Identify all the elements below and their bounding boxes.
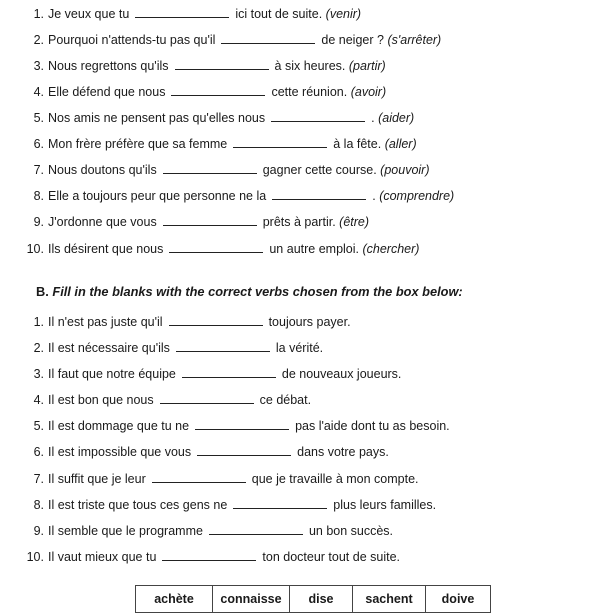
exercise-b-item xyxy=(0,549,400,565)
item-number: 6. xyxy=(33,137,44,151)
sentence-end: toujours payer. xyxy=(268,315,351,329)
exercise-a-item xyxy=(0,32,441,48)
item-number: 7. xyxy=(33,163,44,177)
item-number: 1. xyxy=(33,7,44,21)
sentence-end: dans votre pays. xyxy=(297,445,389,459)
section-label: B. xyxy=(36,284,49,299)
answer-blank[interactable] xyxy=(197,444,291,456)
answer-blank[interactable] xyxy=(171,84,265,96)
item-number: 7. xyxy=(33,472,44,486)
verb-hint: (venir) xyxy=(325,7,362,21)
verb-hint: (aider) xyxy=(378,111,415,125)
item-number: 3. xyxy=(33,59,44,73)
verb-hint: (être) xyxy=(339,215,370,229)
sentence-start: Il faut que notre équipe xyxy=(48,367,176,381)
sentence-end: . xyxy=(372,189,376,203)
sentence-end: prêts à partir. xyxy=(262,215,336,229)
verb-hint: (comprendre) xyxy=(379,189,455,203)
sentence-start: Elle défend que nous xyxy=(48,85,166,99)
item-number: 9. xyxy=(33,524,44,538)
sentence-end: un autre emploi. xyxy=(269,242,359,256)
sentence-start: Je veux que tu xyxy=(48,7,130,21)
sentence-start: Il est impossible que vous xyxy=(48,445,192,459)
sentence-end: ici tout de suite. xyxy=(235,7,323,21)
sentence-start: Ils désirent que nous xyxy=(48,242,164,256)
exercise-b-item xyxy=(0,366,401,382)
sentence-start: Il suffit que je leur xyxy=(48,472,146,486)
sentence-start: Nos amis ne pensent pas qu'elles nous xyxy=(48,111,266,125)
sentence-end: que je travaille à mon compte. xyxy=(251,472,419,486)
answer-blank[interactable] xyxy=(182,366,276,378)
answer-blank[interactable] xyxy=(163,214,257,226)
verb-hint: (s'arrêter) xyxy=(387,33,442,47)
verb-box xyxy=(135,585,491,613)
exercise-b-item xyxy=(0,314,351,330)
answer-blank[interactable] xyxy=(162,549,256,561)
sentence-end: . xyxy=(371,111,375,125)
exercise-a-item xyxy=(0,110,414,126)
sentence-end: ce débat. xyxy=(259,393,312,407)
answer-blank[interactable] xyxy=(152,471,246,483)
item-number: 2. xyxy=(33,33,44,47)
item-number: 4. xyxy=(33,85,44,99)
exercise-b-item xyxy=(0,497,436,513)
sentence-end: à six heures. xyxy=(274,59,346,73)
exercise-a-item xyxy=(0,136,417,152)
answer-blank[interactable] xyxy=(176,340,270,352)
item-number: 9. xyxy=(33,215,44,229)
sentence-start: Il est triste que tous ces gens ne xyxy=(48,498,228,512)
answer-blank[interactable] xyxy=(271,110,365,122)
answer-blank[interactable] xyxy=(160,392,254,404)
verb-hint: (pouvoir) xyxy=(380,163,430,177)
exercise-b-item xyxy=(0,392,311,408)
section-instruction: Fill in the blanks with the correct verbs chosen from the box below: xyxy=(52,284,463,299)
item-number: 8. xyxy=(33,189,44,203)
answer-blank[interactable] xyxy=(169,314,263,326)
exercise-a-item xyxy=(0,162,430,178)
answer-blank[interactable] xyxy=(175,58,269,70)
verb-hint: (aller) xyxy=(384,137,417,151)
verb-cell: connaisse xyxy=(213,586,290,613)
exercise-b-item xyxy=(0,340,323,356)
item-number: 1. xyxy=(33,315,44,329)
sentence-end: gagner cette course. xyxy=(262,163,377,177)
sentence-start: Il n'est pas juste qu'il xyxy=(48,315,163,329)
sentence-start: Nous regrettons qu'ils xyxy=(48,59,169,73)
exercise-a-item xyxy=(0,84,386,100)
verb-cell: doive xyxy=(426,586,491,613)
sentence-start: Mon frère préfère que sa femme xyxy=(48,137,228,151)
answer-blank[interactable] xyxy=(272,188,366,200)
verb-cell: dise xyxy=(290,586,353,613)
answer-blank[interactable] xyxy=(163,162,257,174)
sentence-start: Elle a toujours peur que personne ne la xyxy=(48,189,267,203)
exercise-b-item xyxy=(0,444,389,460)
sentence-end: de nouveaux joueurs. xyxy=(281,367,402,381)
exercise-a-item xyxy=(0,188,454,204)
item-number: 5. xyxy=(33,419,44,433)
sentence-start: Nous doutons qu'ils xyxy=(48,163,157,177)
exercise-a-item xyxy=(0,6,361,22)
verb-hint: (chercher) xyxy=(362,242,420,256)
item-number: 5. xyxy=(33,111,44,125)
section-b-heading xyxy=(36,284,463,299)
sentence-start: J'ordonne que vous xyxy=(48,215,157,229)
item-number: 3. xyxy=(33,367,44,381)
sentence-end: à la fête. xyxy=(333,137,382,151)
sentence-end: plus leurs familles. xyxy=(333,498,437,512)
exercise-a-item xyxy=(0,241,419,257)
item-number: 10. xyxy=(26,550,44,564)
answer-blank[interactable] xyxy=(221,32,315,44)
verb-cell: achète xyxy=(136,586,213,613)
sentence-start: Il est dommage que tu ne xyxy=(48,419,190,433)
answer-blank[interactable] xyxy=(233,136,327,148)
exercise-a-item xyxy=(0,214,369,230)
verb-cell: sachent xyxy=(353,586,426,613)
sentence-start: Il semble que le programme xyxy=(48,524,203,538)
answer-blank[interactable] xyxy=(233,497,327,509)
exercise-b-item xyxy=(0,471,419,487)
sentence-start: Il est nécessaire qu'ils xyxy=(48,341,170,355)
sentence-end: pas l'aide dont tu as besoin. xyxy=(295,419,450,433)
sentence-start: Pourquoi n'attends-tu pas qu'il xyxy=(48,33,216,47)
answer-blank[interactable] xyxy=(135,6,229,18)
verb-hint: (partir) xyxy=(348,59,386,73)
item-number: 10. xyxy=(26,242,44,256)
sentence-start: Il vaut mieux que tu xyxy=(48,550,157,564)
answer-blank[interactable] xyxy=(169,241,263,253)
item-number: 4. xyxy=(33,393,44,407)
sentence-end: un bon succès. xyxy=(308,524,394,538)
sentence-end: de neiger ? xyxy=(321,33,384,47)
item-number: 8. xyxy=(33,498,44,512)
verb-hint: (avoir) xyxy=(350,85,387,99)
item-number: 6. xyxy=(33,445,44,459)
sentence-end: ton docteur tout de suite. xyxy=(262,550,400,564)
answer-blank[interactable] xyxy=(195,418,289,430)
sentence-end: cette réunion. xyxy=(271,85,348,99)
sentence-end: la vérité. xyxy=(275,341,324,355)
exercise-b-item xyxy=(0,523,393,539)
sentence-start: Il est bon que nous xyxy=(48,393,154,407)
exercise-b-item xyxy=(0,418,450,434)
answer-blank[interactable] xyxy=(209,523,303,535)
exercise-a-item xyxy=(0,58,386,74)
item-number: 2. xyxy=(33,341,44,355)
